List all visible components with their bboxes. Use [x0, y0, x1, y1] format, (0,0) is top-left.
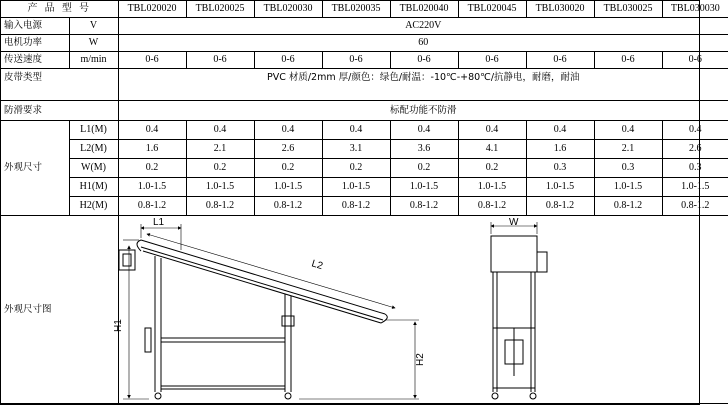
antislip-label: 防滑要求 — [1, 101, 118, 121]
dims-value: 0.4 — [594, 121, 662, 140]
dims-value: 1.6 — [118, 140, 186, 159]
power-row — [1, 35, 728, 52]
dims-row-l1 — [1, 121, 728, 140]
header-row — [1, 1, 728, 18]
l1-label: L1 — [152, 217, 164, 228]
dims-value: 0.2 — [254, 159, 322, 178]
speed-value: 0-6 — [526, 52, 594, 69]
speed-value: 0-6 — [594, 52, 662, 69]
dims-unit: H1(M) — [69, 178, 118, 197]
dims-value: 0.8-1.2 — [186, 197, 254, 216]
dims-value: 0.8-1.2 — [458, 197, 526, 216]
dims-value: 0.2 — [118, 159, 186, 178]
dims-value: 1.6 — [526, 140, 594, 159]
model-name: TBL020045 — [458, 1, 526, 18]
motor-box — [119, 250, 135, 270]
end-view-belt-head — [491, 236, 537, 272]
dims-value: 0.4 — [390, 121, 458, 140]
dims-value: 0.4 — [254, 121, 322, 140]
dims-value: 0.8-1.2 — [390, 197, 458, 216]
drawing-cell — [112, 216, 728, 404]
speed-value: 0-6 — [118, 52, 186, 69]
dims-value: 2.1 — [594, 140, 662, 159]
conveyor-drawing — [112, 216, 700, 403]
dims-value: 0.3 — [662, 159, 728, 178]
side-view — [119, 224, 419, 399]
dims-value: 0.4 — [186, 121, 254, 140]
w-label: W — [508, 217, 518, 228]
power-unit: W — [69, 35, 118, 52]
wheel — [530, 393, 536, 399]
l2-label: L2 — [309, 258, 324, 273]
dims-value: 0.4 — [322, 121, 390, 140]
dims-value: 0.2 — [458, 159, 526, 178]
l2-dimension-line — [147, 234, 395, 308]
dims-unit: H2(M) — [69, 197, 118, 216]
voltage-label: 输入电源 — [1, 18, 69, 35]
leg-clamp-left — [145, 328, 151, 352]
speed-label: 传送速度 — [1, 52, 69, 69]
dims-value: 3.6 — [390, 140, 458, 159]
dims-value: 1.0-1.5 — [254, 178, 322, 197]
dims-row-h2 — [1, 197, 728, 216]
dims-value: 1.0-1.5 — [458, 178, 526, 197]
dims-value: 0.4 — [458, 121, 526, 140]
dims-unit: W(M) — [69, 159, 118, 178]
dims-value: 0.4 — [118, 121, 186, 140]
dims-value: 0.8-1.2 — [118, 197, 186, 216]
header-title: 产 品 型 号 — [1, 1, 118, 18]
speed-value: 0-6 — [322, 52, 390, 69]
dims-value: 1.0-1.5 — [322, 178, 390, 197]
wheel — [492, 393, 498, 399]
dims-value: 0.4 — [526, 121, 594, 140]
speed-value: 0-6 — [254, 52, 322, 69]
power-label: 电机功率 — [1, 35, 69, 52]
dims-unit: L1(M) — [69, 121, 118, 140]
dims-value: 1.0-1.5 — [118, 178, 186, 197]
drawing-row — [1, 216, 728, 404]
belt-top-edge — [141, 240, 385, 314]
dims-value: 3.1 — [322, 140, 390, 159]
belt-mid-edge — [141, 247, 383, 320]
model-name: TBL030030 — [662, 1, 728, 18]
dims-value: 0.8-1.2 — [322, 197, 390, 216]
model-name: TBL020030 — [254, 1, 322, 18]
dims-value: 2.1 — [186, 140, 254, 159]
model-name: TBL030020 — [526, 1, 594, 18]
h1-label: H1 — [112, 319, 124, 332]
wheel — [155, 393, 161, 399]
dims-value: 0.8-1.2 — [526, 197, 594, 216]
speed-unit: m/min — [69, 52, 118, 69]
dimension-labels — [113, 217, 519, 366]
model-name: TBL020035 — [322, 1, 390, 18]
dims-value: 1.0-1.5 — [186, 178, 254, 197]
voltage-unit: V — [69, 18, 118, 35]
dims-value: 4.1 — [458, 140, 526, 159]
dims-value: 0.8-1.2 — [254, 197, 322, 216]
speed-value: 0-6 — [390, 52, 458, 69]
dims-value: 1.0-1.5 — [594, 178, 662, 197]
speed-value: 0-6 — [186, 52, 254, 69]
power-value: 60 — [118, 35, 728, 52]
model-name: TBL030025 — [594, 1, 662, 18]
dims-value: 0.8-1.2 — [662, 197, 728, 216]
dims-value: 1.0-1.5 — [390, 178, 458, 197]
dims-value: 0.3 — [594, 159, 662, 178]
dims-value: 2.6 — [254, 140, 322, 159]
antislip-row — [1, 101, 728, 121]
drawing-label: 外观尺寸图 — [1, 216, 118, 404]
end-view-motor — [537, 252, 547, 272]
model-name: TBL020040 — [390, 1, 458, 18]
model-name: TBL020020 — [118, 1, 186, 18]
leg-clamp-right — [282, 316, 294, 326]
dims-label: 外观尺寸 — [1, 121, 69, 216]
model-name: TBL020025 — [186, 1, 254, 18]
dims-value: 0.2 — [322, 159, 390, 178]
voltage-value: AC220V — [118, 18, 728, 35]
dims-value: 0.2 — [186, 159, 254, 178]
dims-row-l2 — [1, 140, 728, 159]
dims-value: 0.2 — [390, 159, 458, 178]
belt-bottom-edge — [143, 251, 381, 323]
dims-value: 0.4 — [662, 121, 728, 140]
voltage-row — [1, 18, 728, 35]
speed-value: 0-6 — [458, 52, 526, 69]
belt-value: PVC 材质/2mm 厚/颜色：绿色/耐温：-10℃-+80℃/抗静电，耐磨，耐油 — [118, 69, 728, 101]
spec-table — [1, 1, 728, 404]
dims-value: 0.3 — [526, 159, 594, 178]
dims-row-h1 — [1, 178, 728, 197]
antislip-value: 标配功能不防滑 — [118, 101, 728, 121]
wheel — [285, 393, 291, 399]
speed-value: 0-6 — [662, 52, 728, 69]
belt-label: 皮带类型 — [1, 69, 118, 101]
belt-row — [1, 69, 728, 101]
h2-label: H2 — [414, 353, 426, 366]
dims-row-w — [1, 159, 728, 178]
dims-value: 2.6 — [662, 140, 728, 159]
dims-value: 1.0-1.5 — [662, 178, 728, 197]
dims-value: 1.0-1.5 — [526, 178, 594, 197]
end-view — [491, 222, 547, 399]
dims-unit: L2(M) — [69, 140, 118, 159]
speed-row — [1, 52, 728, 69]
belt-end-rollers — [137, 240, 387, 323]
dims-value: 0.8-1.2 — [594, 197, 662, 216]
